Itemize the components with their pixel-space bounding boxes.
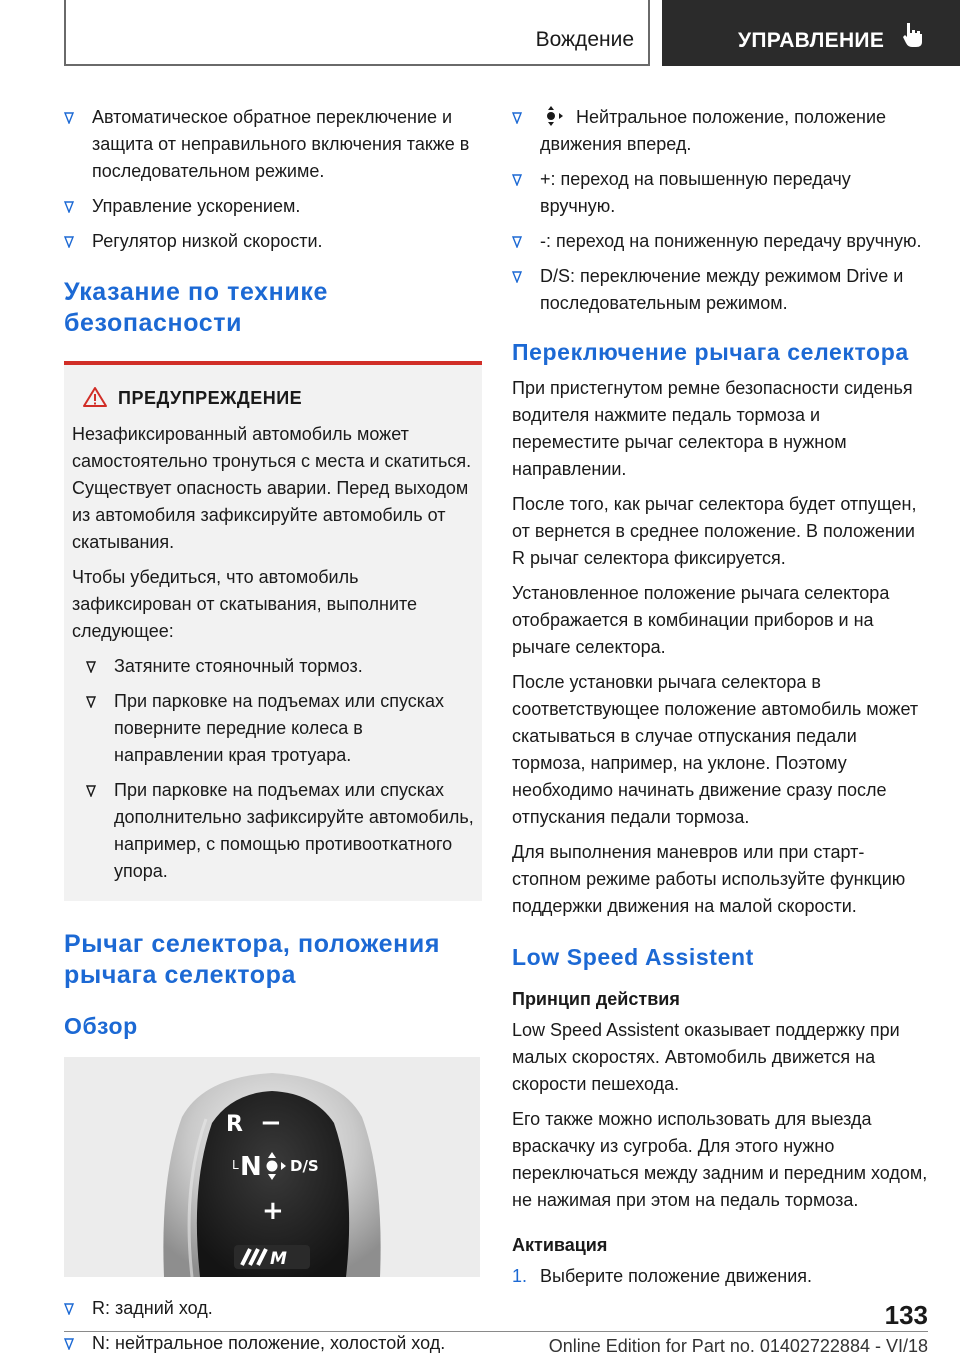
list-item: +: переход на повышенную передачу вручную. [512,166,928,220]
triangle-bullet-icon [512,112,522,124]
footer-divider [64,1331,928,1332]
m-logo-badge [234,1245,310,1269]
left-column [64,104,482,1362]
paragraph: Low Speed Assistent оказывает поддержку при малых скоростях. Автомобиль движется на скорости пешехода. [512,1020,900,1094]
selector-heading: Рычаг селектора, положения рычага селектора [64,930,441,989]
footer-edition: Online Edition for Part no. 01402722884 - VI/18 [548,1336,928,1356]
triangle-bullet-icon [64,112,74,124]
position-list [64,1295,482,1357]
paragraph: Установленное положение рычага селектора отображается в комбинации приборов и на рычаге селектора. [512,583,890,657]
lsa-heading: Low Speed Assistent [512,944,754,970]
list-item: Регулятор низкой скорости. [64,228,482,255]
step-number: 1. [512,1266,528,1286]
hand-pointer-icon [902,22,924,48]
warning-triangle-icon [82,386,108,408]
activation-steps [512,1263,928,1290]
triangle-bullet-icon [512,236,522,248]
warning-box [64,361,482,901]
paragraph: После того, как рычаг селектора будет отпущен, от вернется в среднее положение. В положении R рычаг селектора фиксируется. [512,494,917,568]
list-item: 1. Выберите положение движения. [512,1263,928,1290]
list-item: N: нейтральное положение, холостой ход. [64,1330,482,1357]
feature-list [64,104,482,255]
triangle-bullet-icon [512,271,522,283]
knob-label-minus: − [260,1108,282,1138]
header-section-title: Вождение [535,28,634,51]
triangle-bullet-icon [86,661,96,673]
triangle-bullet-icon [512,174,522,186]
paragraph: После установки рычага селектора в соответствующее положение автомобиль может скатываться в случае отпускания педали тормоза, например, на уклоне. Поэтому необходимо начинать движение сразу после отпускания педали тормоза. [512,672,919,827]
triangle-bullet-icon [64,1338,74,1350]
knob-label-r: R [226,1112,243,1137]
knob-label-plus: + [262,1196,284,1226]
principle-heading: Принцип действия [512,989,680,1009]
paragraph: Его также можно использовать для выезда враскачку из сугроба. Для этого нужно переключаться между задним и передним ходом, не нажимая при этом на педаль тормоза. [512,1109,928,1210]
header-chapter-title: УПРАВЛЕНИЕ [738,29,885,52]
svg-text:M: M [270,1249,287,1269]
knob-label-ds: D/S [290,1157,319,1175]
paragraph: При пристегнутом ремне безопасности сиденья водителя нажмите педаль тормоза и переместите рычаг селектора в нужном направлении. [512,378,913,479]
gear-selector-image [64,1057,480,1277]
warning-paragraph: Незафиксированный автомобиль может самостоятельно тронуться с места и скатиться. Существует опасность аварии. Перед выходом из автомобиля зафиксируйте автомобиль от скатывания. [72,424,472,552]
warning-paragraph: Чтобы убедиться, что автомобиль зафиксирован от скатывания, выполните следующее: [72,567,418,641]
list-item: R: задний ход. [64,1295,482,1322]
warning-list [72,653,474,885]
list-item: D/S: переключение между режимом Drive и последовательным режимом. [512,263,928,317]
header-chapter-tab [662,0,960,66]
knob-label-n: N [240,1152,262,1182]
header-section-tab [64,0,650,66]
list-item: При парковке на подъемах или спусках поверните передние колеса в направлении края тротуара. [86,688,474,769]
safety-heading: Указание по технике безопасности [64,278,328,337]
list-item: Нейтральное положение, положение движения вперед. [512,104,928,158]
list-item: Автоматическое обратное переключение и защита от неправильного включения также в последовательном режиме. [64,104,482,185]
paragraph: Для выполнения маневров или при старт-стопном режиме работы используйте функцию поддержки движения на малой скорости. [512,842,906,916]
triangle-bullet-icon [86,785,96,797]
drive-symbol-icon [540,105,570,127]
position-list [512,104,928,317]
list-item: При парковке на подъемах или спусках дополнительно зафиксируйте автомобиль, например, с помощью противооткатного упора. [86,777,474,885]
warning-title: ПРЕДУПРЕЖДЕНИЕ [72,385,474,411]
knob-label-l: L [232,1158,239,1172]
page-number: 133 [884,1300,928,1330]
list-item: Затяните стояночный тормоз. [86,653,474,680]
list-item: -: переход на пониженную передачу вручную. [512,228,928,255]
triangle-bullet-icon [86,696,96,708]
triangle-bullet-icon [64,236,74,248]
right-column [512,104,928,1290]
triangle-bullet-icon [64,201,74,213]
gear-knob-illustration [64,1057,480,1277]
triangle-bullet-icon [64,1303,74,1315]
list-item: Управление ускорением. [64,193,482,220]
activation-heading: Активация [512,1235,608,1255]
shift-heading: Переключение рычага селектора [512,339,909,365]
overview-heading: Обзор [64,1013,138,1039]
